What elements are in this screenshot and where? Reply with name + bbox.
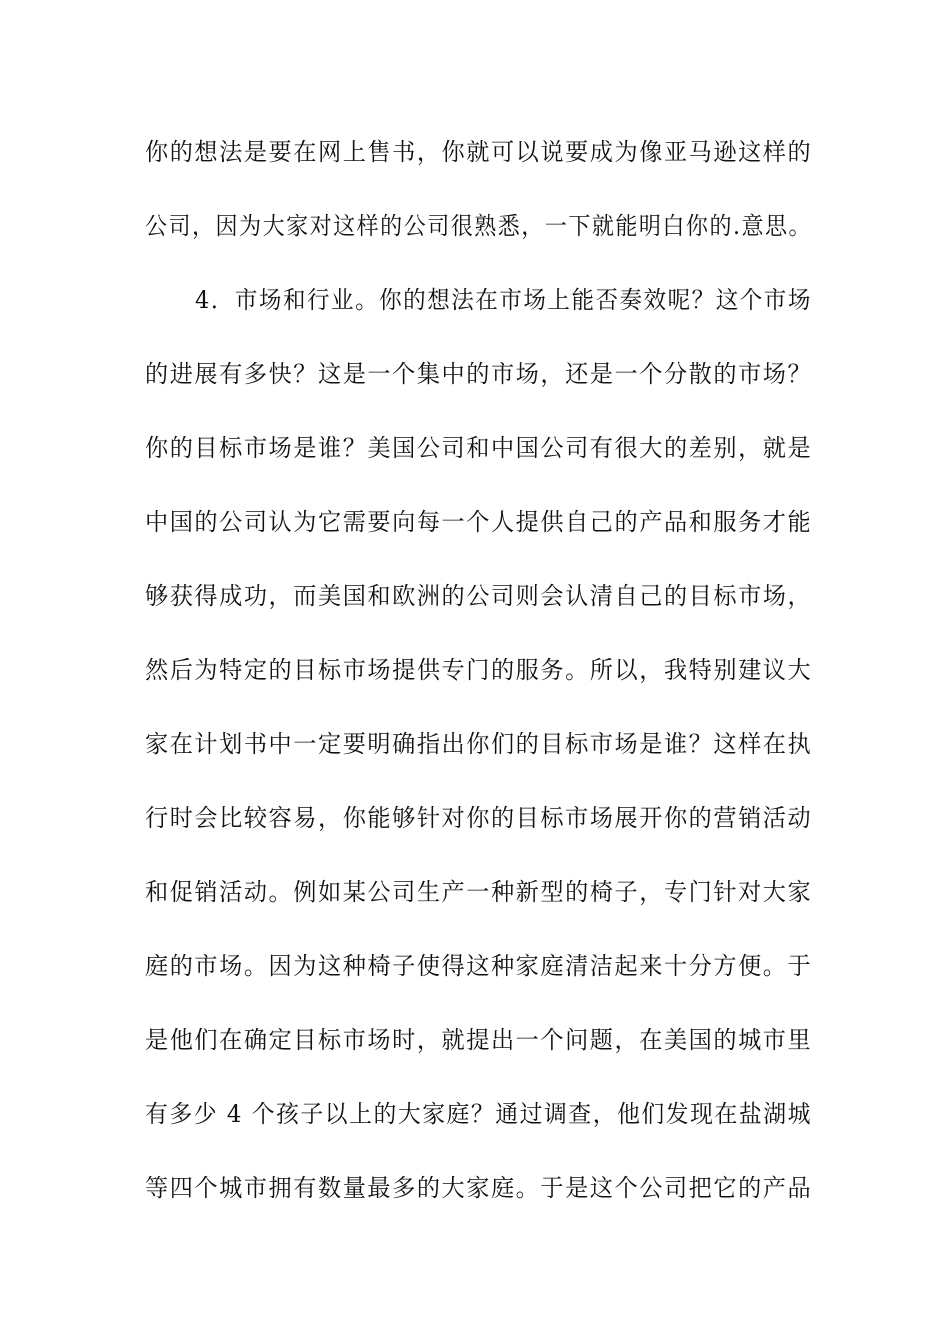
text-line-8: 然后为特定的目标市场提供专门的服务。所以，我特别建议大 [145, 656, 813, 684]
text-line-2: 公司，因为大家对这样的公司很熟悉，一下就能明白你的.意思。 [145, 212, 813, 240]
text-line-3: 4．市场和行业。你的想法在市场上能否奏效呢？这个市场 [195, 286, 812, 314]
text-line-14: 有多少 4 个孩子以上的大家庭？通过调查，他们发现在盐湖城 [145, 1100, 812, 1128]
text-line-12: 庭的市场。因为这种椅子使得这种家庭清洁起来十分方便。于 [145, 952, 813, 980]
text-line-1: 你的想法是要在网上售书，你就可以说要成为像亚马逊这样的 [145, 138, 813, 166]
text-line-7: 够获得成功，而美国和欧洲的公司则会认清自己的目标市场， [145, 582, 813, 610]
text-line-5: 你的目标市场是谁？美国公司和中国公司有很大的差别，就是 [145, 434, 813, 462]
text-line-4: 的进展有多快？这是一个集中的市场，还是一个分散的市场？ [145, 360, 813, 388]
text-line-9: 家在计划书中一定要明确指出你们的目标市场是谁？这样在执 [145, 730, 813, 758]
text-line-10: 行时会比较容易，你能够针对你的目标市场展开你的营销活动 [145, 804, 813, 832]
text-line-11: 和促销活动。例如某公司生产一种新型的椅子，专门针对大家 [145, 878, 813, 906]
text-line-15: 等四个城市拥有数量最多的大家庭。于是这个公司把它的产品 [145, 1174, 813, 1202]
text-line-6: 中国的公司认为它需要向每一个人提供自己的产品和服务才能 [145, 508, 813, 536]
text-line-13: 是他们在确定目标市场时，就提出一个问题，在美国的城市里 [145, 1026, 813, 1054]
